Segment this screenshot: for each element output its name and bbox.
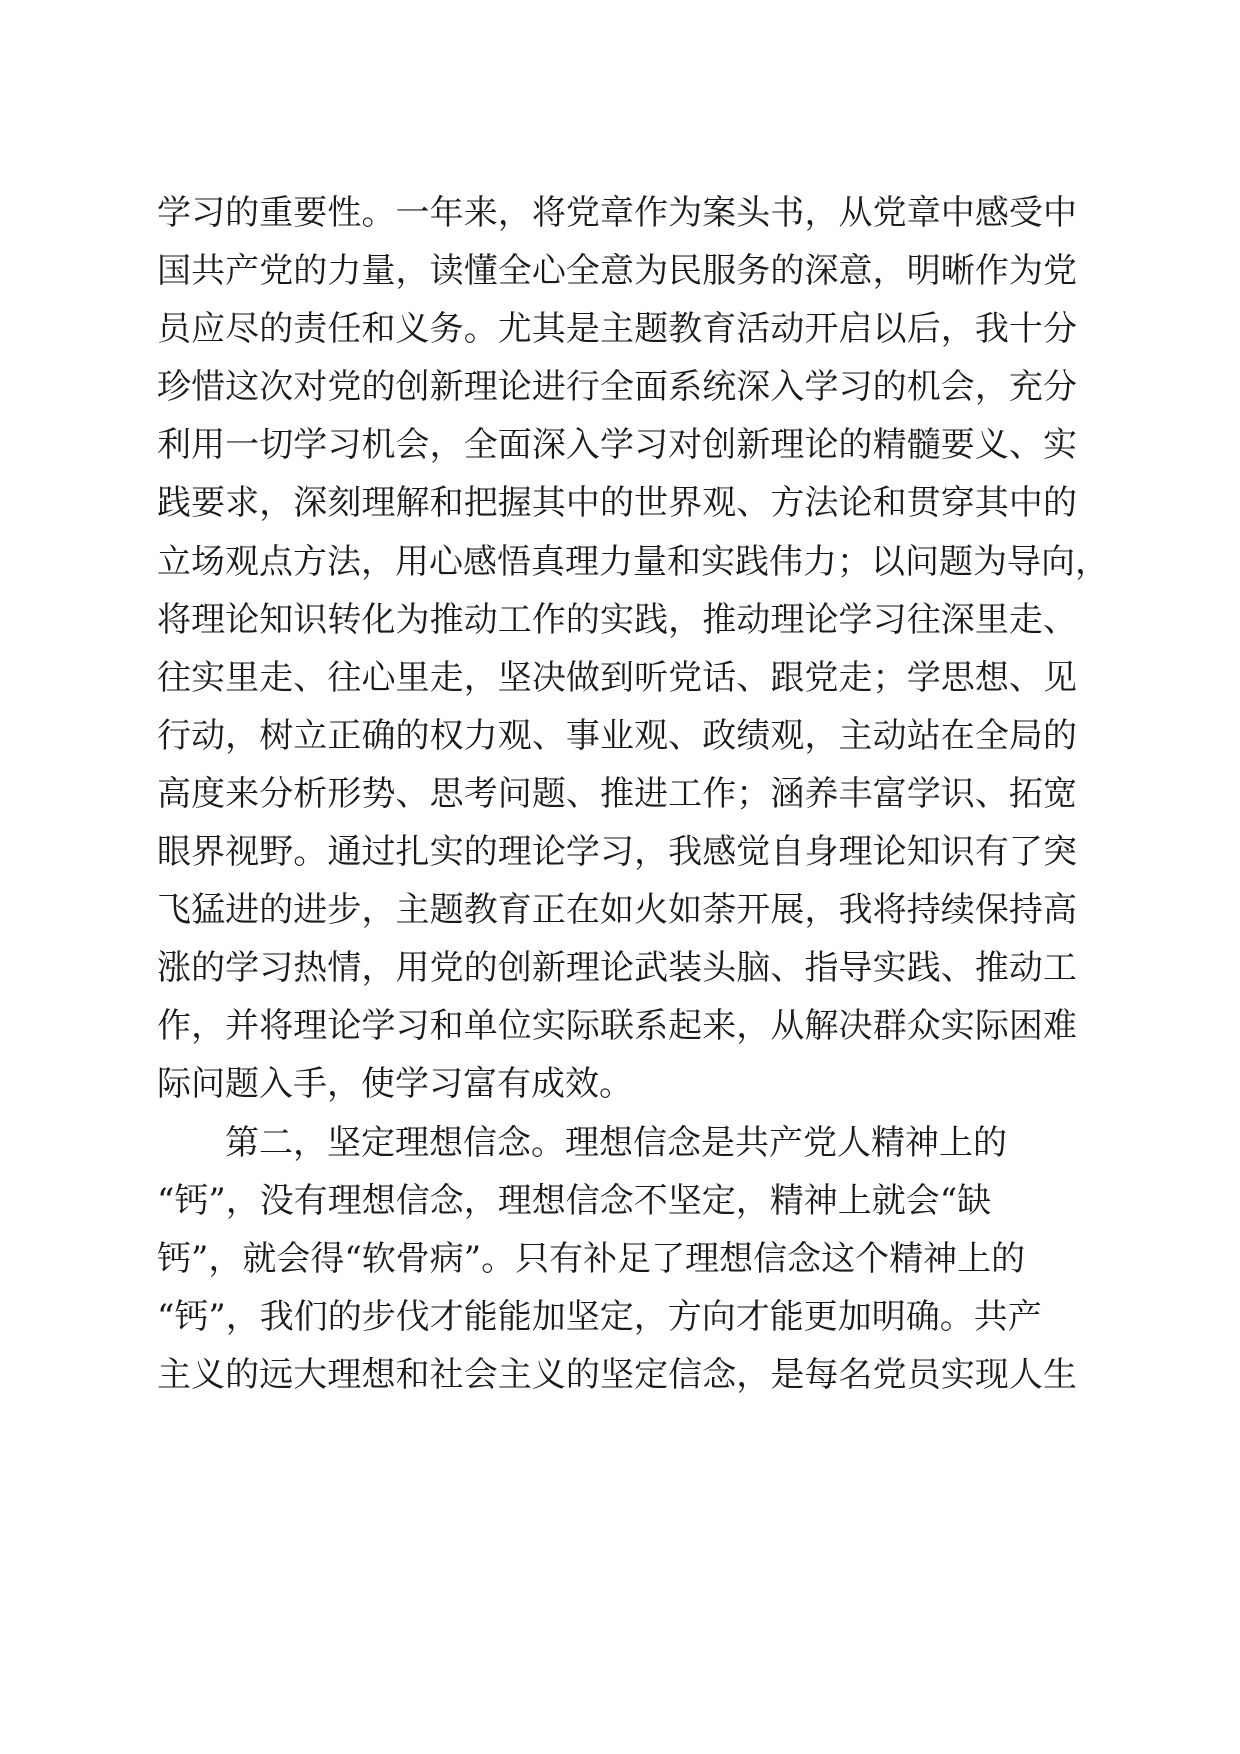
text-line: 国共产党的力量，读懂全心全意为民服务的深意，明晰作为党 xyxy=(157,251,1077,292)
text-line: 高度来分析形势、思考问题、推进工作；涵养丰富学识、拓宽 xyxy=(157,773,1077,814)
text-line: “钙”，我们的步伐才能能加坚定，方向才能更加明确。共产 xyxy=(157,1296,1042,1337)
document-body xyxy=(157,184,1109,1404)
text-line: 践要求，深刻理解和把握其中的世界观、方法论和贯穿其中的 xyxy=(157,483,1077,524)
text-line: 员应尽的责任和义务。尤其是主题教育活动开启以后，我十分 xyxy=(157,309,1077,350)
text-line: 飞猛进的进步，主题教育正在如火如荼开展，我将持续保持高 xyxy=(157,890,1077,931)
text-line: 将理论知识转化为推动工作的实践，推动理论学习往深里走、 xyxy=(157,599,1077,640)
text-line: 际问题入手，使学习富有成效。 xyxy=(157,1064,633,1105)
text-line: 珍惜这次对党的创新理论进行全面系统深入学习的机会，充分 xyxy=(157,367,1077,408)
text-line: 眼界视野。通过扎实的理论学习，我感觉自身理论知识有了突 xyxy=(157,832,1077,873)
paragraph-1 xyxy=(157,184,1109,1114)
text-line: 涨的学习热情，用党的创新理论武装头脑、指导实践、推动工 xyxy=(157,948,1077,989)
text-line: “钙”，没有理想信念，理想信念不坚定，精神上就会“缺 xyxy=(157,1180,992,1221)
text-line: 行动，树立正确的权力观、事业观、政绩观，主动站在全局的 xyxy=(157,715,1077,756)
text-line: 往实里走、往心里走，坚决做到听党话、跟党走；学思想、见 xyxy=(157,657,1077,698)
text-line: 第二，坚定理想信念。理想信念是共产党人精神上的 xyxy=(225,1122,1007,1163)
text-line: 学习的重要性。一年来，将党章作为案头书，从党章中感受中 xyxy=(157,193,1077,233)
text-line: 立场观点方法，用心感悟真理力量和实践伟力；以问题为导向， xyxy=(157,541,1109,582)
text-line: 利用一切学习机会，全面深入学习对创新理论的精髓要义、实 xyxy=(157,425,1077,466)
text-line: 主义的远大理想和社会主义的坚定信念，是每名党员实现人生 xyxy=(157,1354,1077,1395)
paragraph-2 xyxy=(157,1114,1077,1404)
text-line: 钙”，就会得“软骨病”。只有补足了理想信念这个精神上的 xyxy=(157,1238,1026,1279)
text-line: 作，并将理论学习和单位实际联系起来，从解决群众实际困难 xyxy=(157,1006,1077,1047)
